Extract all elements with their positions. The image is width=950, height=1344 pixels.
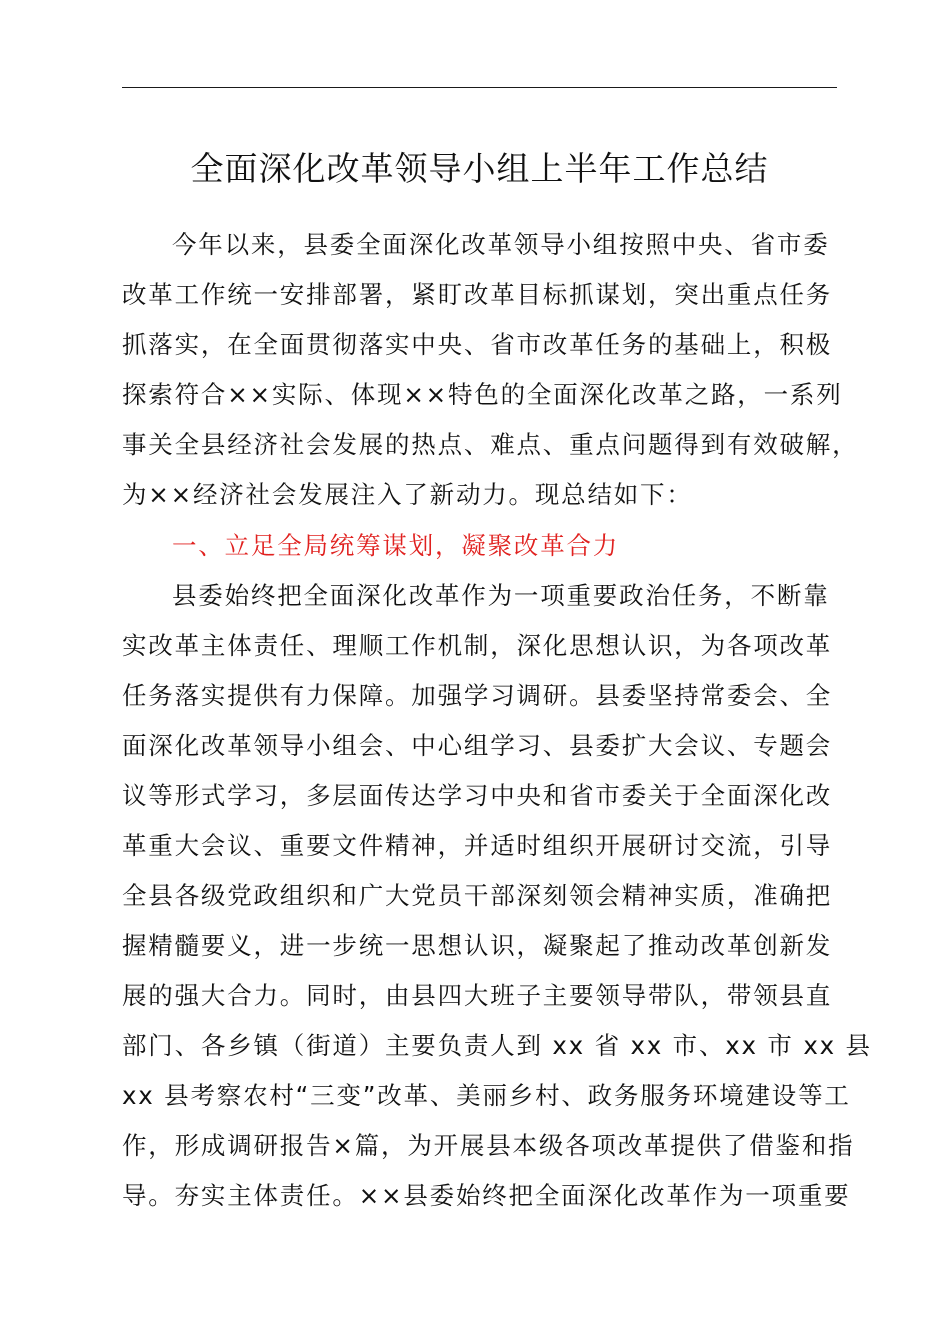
paragraph-line: 革重大会议、重要文件精神，并适时组织开展研讨交流，引导 xyxy=(122,831,833,860)
paragraph-line: 面深化改革领导小组会、中心组学习、县委扩大会议、专题会 xyxy=(122,731,833,760)
section-heading: 一、立足全局统筹谋划，凝聚改革合力 xyxy=(172,531,620,560)
paragraph-line: 事关全县经济社会发展的热点、难点、重点问题得到有效破解， xyxy=(122,430,859,459)
paragraph-line: xx 县考察农村“三变”改革、美丽乡村、政务服务环境建设等工 xyxy=(122,1081,851,1110)
paragraph-line: 今年以来，县委全面深化改革领导小组按照中央、省市委 xyxy=(172,230,830,259)
paragraph-line: 作，形成调研报告×篇，为开展县本级各项改革提供了借鉴和指 xyxy=(122,1131,855,1160)
paragraph-line: 实改革主体责任、理顺工作机制，深化思想认识，为各项改革 xyxy=(122,631,833,660)
paragraph-line: 部门、各乡镇（街道）主要负责人到 xx 省 xx 市、xx 市 xx 县 xyxy=(122,1031,872,1060)
paragraph-line: 探索符合××实际、体现××特色的全面深化改革之路，一系列 xyxy=(122,380,843,409)
paragraph-line: 议等形式学习，多层面传达学习中央和省市委关于全面深化改 xyxy=(122,781,833,810)
paragraph-line: 任务落实提供有力保障。加强学习调研。县委坚持常委会、全 xyxy=(122,681,833,710)
paragraph-line: 导。夯实主体责任。××县委始终把全面深化改革作为一项重要 xyxy=(122,1181,851,1210)
document-title: 全面深化改革领导小组上半年工作总结 xyxy=(190,149,769,188)
paragraph-line: 改革工作统一安排部署，紧盯改革目标抓谋划，突出重点任务 xyxy=(122,280,833,309)
paragraph-line: 全县各级党政组织和广大党员干部深刻领会精神实质，准确把 xyxy=(122,881,833,910)
header-rule xyxy=(122,87,837,88)
paragraph-line: 为××经济社会发展注入了新动力。现总结如下： xyxy=(122,480,693,509)
paragraph-line: 抓落实，在全面贯彻落实中央、省市改革任务的基础上，积极 xyxy=(122,330,833,359)
paragraph-line: 县委始终把全面深化改革作为一项重要政治任务，不断靠 xyxy=(172,581,830,610)
paragraph-line: 握精髓要义，进一步统一思想认识，凝聚起了推动改革创新发 xyxy=(122,931,833,960)
paragraph-line: 展的强大合力。同时，由县四大班子主要领导带队，带领县直 xyxy=(122,981,833,1010)
